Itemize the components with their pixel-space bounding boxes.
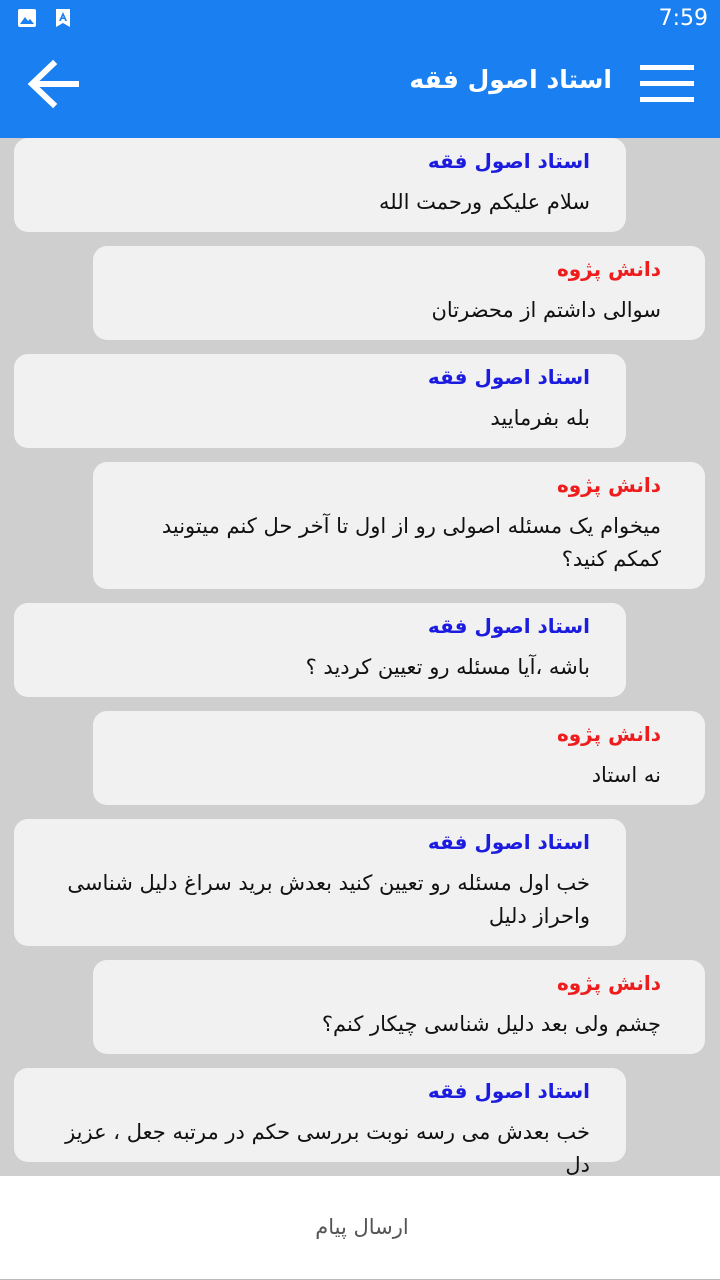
message-sender: دانش پژوه: [556, 971, 661, 995]
message-sender: دانش پژوه: [556, 473, 661, 497]
app-bar: [0, 38, 720, 138]
message-bubble: [93, 960, 705, 1054]
message-bubble: [14, 819, 626, 946]
message-text: خب بعدش می رسه نوبت بررسی حکم در مرتبه جعل ، عزیز دل: [65, 1120, 590, 1176]
message-sender: دانش پژوه: [556, 257, 661, 281]
message-input[interactable]: [20, 1196, 704, 1258]
message-sender: استاد اصول فقه: [427, 365, 590, 389]
message-text: نه استاد: [591, 763, 661, 787]
message-bubble: [93, 711, 705, 805]
message-text: سوالی داشتم از محضرتان: [431, 298, 661, 322]
app-store-icon: [53, 8, 73, 28]
message-sender: دانش پژوه: [556, 722, 661, 746]
status-bar: [0, 0, 720, 38]
message-bubble: [14, 1068, 626, 1176]
message-sender: استاد اصول فقه: [427, 830, 590, 854]
message-bubble: [14, 603, 626, 697]
message-text: بله بفرمایید: [490, 406, 590, 430]
message-sender: استاد اصول فقه: [427, 1079, 590, 1103]
chat-list[interactable]: [0, 138, 720, 1176]
message-bubble: [93, 462, 705, 589]
status-time: 7:59: [658, 6, 708, 31]
message-bubble: [93, 246, 705, 340]
message-text: سلام علیکم ورحمت الله: [378, 190, 590, 214]
message-text: چشم ولی بعد دلیل شناسی چیکار کنم؟: [321, 1012, 661, 1036]
gallery-icon: [17, 8, 37, 28]
arrow-left-icon[interactable]: [26, 56, 82, 112]
page-title: استاد اصول فقه: [409, 65, 612, 94]
message-bubble: [14, 354, 626, 448]
message-input-bar: [0, 1176, 720, 1280]
message-text: باشه ،آیا مسئله رو تعیین کردید ؟: [305, 655, 590, 679]
hamburger-menu-icon[interactable]: [640, 65, 694, 103]
message-text: میخوام یک مسئله اصولی رو از اول تا آخر حل کنم میتونید کمکم کنید؟: [161, 514, 661, 571]
message-bubble: [14, 138, 626, 232]
message-sender: استاد اصول فقه: [427, 614, 590, 638]
message-text: خب اول مسئله رو تعیین کنید بعدش برید سراغ دلیل شناسی واحراز دلیل: [67, 871, 590, 928]
message-sender: استاد اصول فقه: [427, 149, 590, 173]
